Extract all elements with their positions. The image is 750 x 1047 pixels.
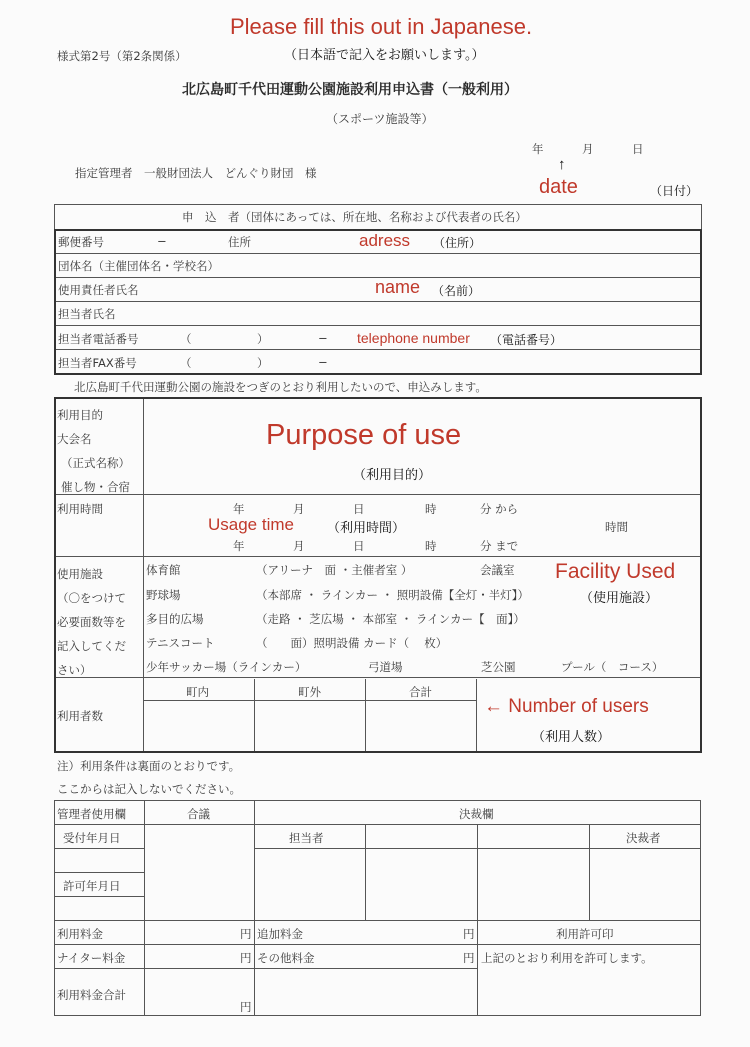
time-to-hour: 時 [425, 539, 437, 553]
usage-time-annotation-jp: （利用時間） [327, 520, 406, 535]
users-total-field[interactable] [367, 702, 475, 750]
facility-lawn-park[interactable]: 芝公園 [481, 660, 516, 674]
name-annotation: name [375, 277, 421, 297]
instruction-title: Please fill this out in Japanese. [230, 14, 533, 39]
request-text: 北広島町千代田運動公園の施設をつぎのとおり利用したいので、申込みします。 [74, 380, 487, 394]
facility-soccer[interactable]: 少年サッカー場（ラインカー） [146, 660, 307, 674]
phone-paren-close: ） [257, 332, 269, 346]
usage-time-annotation: Usage time [208, 515, 294, 534]
users-annotation: ← Number of users [484, 696, 649, 717]
facility-baseball-detail: （本部席 ・ ラインカー ・ 照明設備【全灯・半灯】） [256, 588, 530, 602]
date-month: 月 [582, 142, 594, 156]
total-fee-yen: 円 [240, 1000, 252, 1014]
extra-fee-label: 追加料金 [257, 927, 303, 941]
applicant-header: 申 込 者（団体にあっては、所在地、名称および代表者の氏名） [182, 210, 527, 224]
purpose-annotation: Purpose of use [266, 419, 462, 451]
permit-text: 上記のとおり利用を許可します。 [481, 951, 653, 965]
time-from-minute: 分 から [480, 502, 519, 516]
users-out-town-field[interactable] [256, 702, 364, 750]
users-annotation-jp: （利用人数） [532, 729, 611, 744]
facility-tennis-detail: （ 面）照明設備 カード（ 枚） [256, 636, 448, 650]
address-annotation: adress [359, 231, 411, 250]
telephone-annotation-jp: （電話番号） [490, 333, 563, 347]
staff-label: 担当者 [289, 831, 324, 845]
contact-fax-label: 担当者FAX番号 [58, 356, 137, 370]
night-fee-label: ナイター料金 [57, 951, 126, 965]
other-fee-label: その他料金 [257, 951, 315, 965]
form-subheading: （スポーツ施設等） [326, 112, 434, 126]
fee-label: 利用料金 [57, 927, 103, 941]
permitted-date-label: 許可年月日 [63, 879, 121, 893]
no-write-text: ここからは記入しないでください。 [57, 782, 241, 796]
night-fee-yen: 円 [240, 951, 252, 965]
admin-col-label: 管理者使用欄 [57, 807, 126, 821]
form-number: 様式第2号（第2条関係） [57, 49, 187, 63]
date-arrow-icon: ↑ [558, 156, 566, 173]
group-name-label: 団体名（主催団体名・学校名） [58, 259, 219, 273]
facility-multipurpose-detail: （走路 ・ 芝広場 ・ 本部室 ・ ラインカー【 面】） [256, 612, 525, 626]
phone-paren-open: （ [180, 332, 192, 346]
note-text: 注）利用条件は裏面のとおりです。 [57, 759, 241, 773]
permit-seal-label: 利用許可印 [556, 927, 614, 941]
time-to-year: 年 [233, 539, 245, 553]
users-in-town-field[interactable] [145, 702, 253, 750]
postal-code-label: 郵便番号 [58, 235, 104, 249]
telephone-annotation: telephone number [357, 330, 470, 346]
address-label: 住所 [228, 235, 251, 249]
facility-baseball[interactable]: 野球場 [146, 588, 181, 602]
admin-table [54, 800, 701, 1016]
name-annotation-jp: （名前） [432, 284, 481, 298]
users-out-town-header: 町外 [298, 685, 321, 699]
extra-fee-yen: 円 [463, 927, 475, 941]
users-label: 利用者数 [57, 709, 103, 723]
address-annotation-jp: （住所） [433, 236, 482, 250]
postal-dash: − [157, 234, 167, 248]
time-to-month: 月 [293, 539, 305, 553]
contact-name-label: 担当者氏名 [58, 307, 116, 321]
facility-tennis[interactable]: テニスコート [146, 636, 215, 650]
approver-label: 決裁者 [626, 831, 661, 845]
date-annotation: date [539, 176, 578, 198]
responsible-name-field[interactable] [160, 279, 360, 300]
responsible-name-label: 使用責任者氏名 [58, 283, 139, 297]
facility-archery[interactable]: 弓道場 [368, 660, 403, 674]
instruction-title-jp: （日本語で記入をお願いします。） [284, 47, 485, 62]
time-to-day: 日 [353, 539, 365, 553]
facility-annotation-jp: （使用施設） [580, 590, 659, 605]
decision-label: 決裁欄 [459, 807, 494, 821]
facility-pool[interactable]: プール（ コース） [561, 660, 664, 674]
other-fee-yen: 円 [463, 951, 475, 965]
form-heading: 北広島町千代田運動公園施設利用申込書（一般利用） [182, 82, 518, 98]
addressee: 指定管理者 一般財団法人 どんぐり財団 様 [75, 166, 317, 180]
date-annotation-jp: （日付） [650, 184, 699, 198]
facility-gym-detail: （アリーナ 面 ・主催者室 ） [256, 563, 413, 577]
time-hours: 時間 [605, 520, 628, 534]
facility-gym[interactable]: 体育館 [146, 563, 181, 577]
time-from-hour: 時 [425, 502, 437, 516]
fax-paren-close: ） [257, 356, 269, 370]
facility-meeting-room[interactable]: 会議室 [480, 563, 515, 577]
fee-yen: 円 [240, 927, 252, 941]
fax-dash: − [318, 355, 328, 369]
fax-paren-open: （ [180, 356, 192, 370]
purpose-field[interactable] [146, 401, 698, 492]
time-from-day: 日 [353, 502, 365, 516]
users-in-town-header: 町内 [186, 685, 209, 699]
facility-annotation: Facility Used [555, 560, 676, 583]
time-from-year: 年 [233, 502, 245, 516]
consult-label: 合議 [187, 807, 210, 821]
users-total-header: 合計 [409, 685, 432, 699]
time-from-month: 月 [293, 502, 305, 516]
facility-multipurpose[interactable]: 多目的広場 [146, 612, 204, 626]
group-name-field[interactable] [240, 255, 700, 276]
purpose-annotation-jp: （利用目的） [353, 467, 432, 482]
time-label: 利用時間 [57, 502, 103, 516]
date-year: 年 [532, 142, 544, 156]
received-date-label: 受付年月日 [63, 831, 121, 845]
purpose-label: 利用目的 大会名 （正式名称） 催し物・合宿 [57, 408, 130, 494]
time-to-minute: 分 まで [480, 539, 519, 553]
contact-name-field[interactable] [160, 303, 700, 324]
facility-label: 使用施設 （〇をつけて 必要面数等を 記入してくだ さい） [57, 567, 126, 677]
total-fee-label: 利用料金合計 [57, 988, 126, 1002]
date-day: 日 [632, 142, 644, 156]
contact-phone-label: 担当者電話番号 [58, 332, 139, 346]
phone-dash: − [318, 331, 328, 345]
